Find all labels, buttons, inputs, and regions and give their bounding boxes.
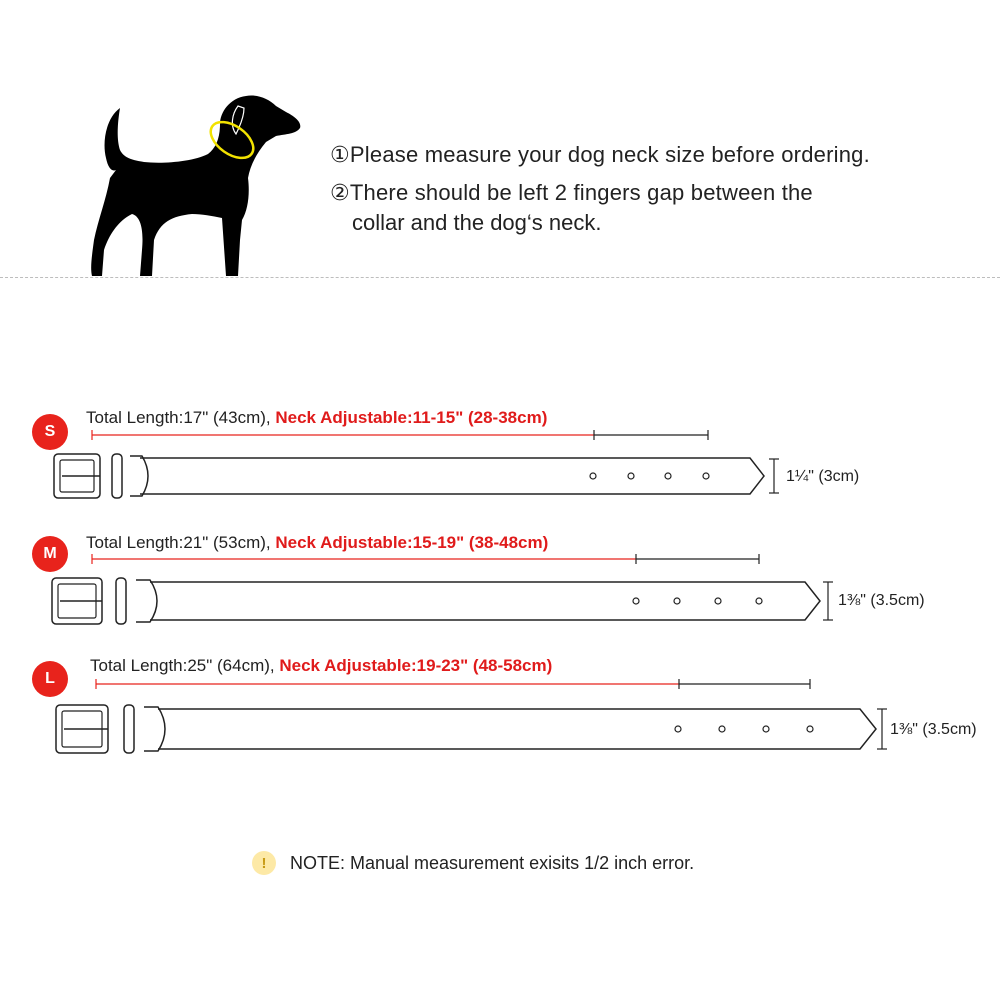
d-ring-s [130,456,148,496]
dashed-divider [0,277,1000,278]
hole-m-1 [633,598,639,604]
keeper-m [116,578,126,624]
hole-s-3 [665,473,671,479]
dimension-line-m [92,554,759,564]
collar-m [0,530,1000,640]
dog-icon [80,90,310,285]
strap-l [158,709,876,749]
note-text: NOTE: Manual measurement exisits 1/2 inch error. [290,852,695,873]
keeper-l [124,705,134,753]
neck-adjustable-s: Neck Adjustable:11-15" (28-38cm) [275,408,548,427]
dimension-line-l [96,679,810,689]
collar-s [0,405,1000,515]
width-bracket-m [823,582,833,620]
dog-silhouette [80,90,310,285]
strap-m [150,582,820,620]
neck-adjustable-l: Neck Adjustable:19-23" (48-58cm) [279,656,553,675]
hole-l-3 [763,726,769,732]
total-length-l: Total Length:25" (64cm), [90,656,280,675]
total-length-m: Total Length:21" (53cm), [86,533,276,552]
width-label-s: 1¼" (3cm) [786,468,860,485]
neck-adjustable-m: Neck Adjustable:15-19" (38-48cm) [275,533,549,552]
total-length-s: Total Length:17" (43cm), [86,408,276,427]
dimension-line-s [92,430,708,440]
keeper-s [112,454,122,498]
instruction-gap: ②There should be left 2 fingers gap between the [330,180,813,205]
hole-l-4 [807,726,813,732]
hole-l-1 [675,726,681,732]
size-row-s [0,405,1000,515]
size-row-m [0,530,1000,640]
width-bracket-s [769,459,779,493]
hole-m-2 [674,598,680,604]
d-ring-l [144,707,165,751]
width-label-m: 1⅜" (3.5cm) [838,592,925,609]
hole-s-2 [628,473,634,479]
size-badge-l: L [32,661,68,697]
size-badge-m: M [32,536,68,572]
measurement-note [252,851,694,875]
width-bracket-l [877,709,887,749]
collar-l [0,655,1000,765]
size-row-l [0,655,1000,765]
width-label-l: 1⅜" (3.5cm) [890,721,977,738]
hole-s-4 [703,473,709,479]
size-badge-s: S [32,414,68,450]
hole-m-4 [756,598,762,604]
hole-l-2 [719,726,725,732]
warning-icon: ! [252,851,276,875]
hole-m-3 [715,598,721,604]
hole-s-1 [590,473,596,479]
d-ring-m [136,580,157,622]
instruction-gap-continued: collar and the dog‘s neck. [352,210,602,235]
instruction-measure: ①Please measure your dog neck size before ordering. [330,142,870,167]
